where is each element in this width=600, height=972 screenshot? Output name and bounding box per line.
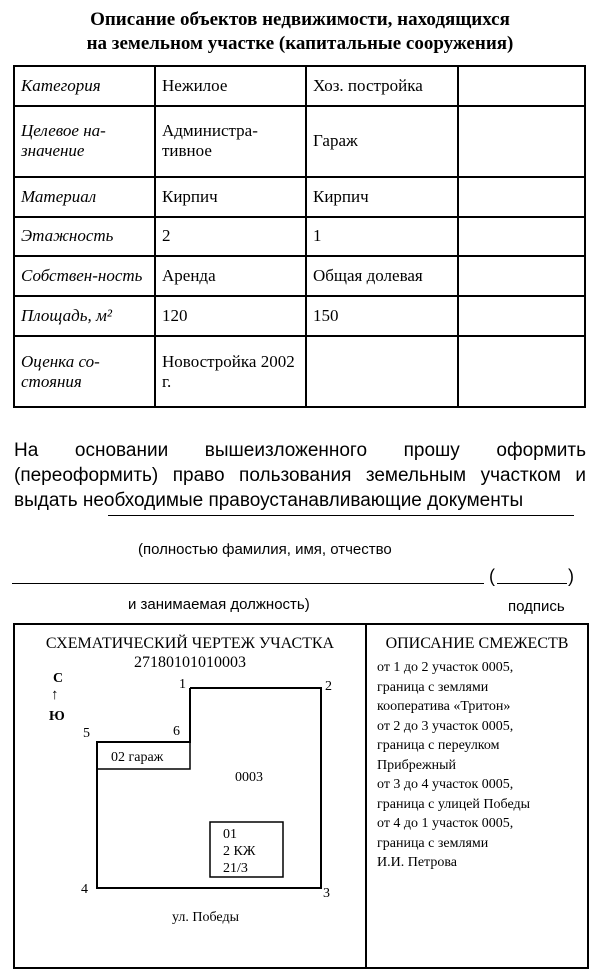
signature-line[interactable]	[497, 583, 567, 584]
table-cell	[306, 336, 458, 407]
north-arrow-icon: ↑	[51, 687, 59, 703]
table-cell: Кирпич	[306, 177, 458, 217]
heading-line-2: на земельном участке (капитальные сооружения)	[86, 33, 514, 54]
row-label: Материал	[14, 177, 155, 217]
table-cell	[458, 177, 585, 217]
table-cell	[458, 217, 585, 257]
adjacency-line: граница с землями	[377, 835, 489, 851]
schema-title: СХЕМАТИЧЕСКИЙ ЧЕРТЕЖ УЧАСТКА	[45, 635, 335, 652]
adjacency-line: Прибрежный	[377, 757, 457, 773]
table-row	[14, 217, 585, 257]
south-letter: Ю	[49, 709, 65, 724]
table-cell	[458, 296, 585, 336]
table-row	[14, 336, 585, 407]
parcel-number: 0003	[235, 770, 263, 785]
building-line-1: 01	[223, 827, 237, 842]
building-line-2: 2 КЖ	[223, 844, 256, 859]
request-paragraph: На основании вышеизложенного прошу оформить (переоформить) право пользования земельным участком и выдать необходимые правоустанавливающие документы	[14, 440, 586, 511]
table-cell: Новостройка 2002 г.	[155, 336, 306, 407]
table-cell: Гараж	[306, 106, 458, 177]
table-cell: Нежилое	[155, 66, 306, 106]
adjacency-line: от 1 до 2 участок 0005,	[377, 660, 514, 675]
point-3: 3	[323, 886, 330, 901]
heading-line-1: Описание объектов недвижимости, находящихся	[90, 9, 510, 30]
table-cell: Общая долевая	[306, 256, 458, 296]
adjacency-line: от 4 до 1 участок 0005,	[377, 816, 514, 831]
parcel-outline	[97, 688, 321, 888]
fio-hint: (полностью фамилия, имя, отчество	[138, 541, 392, 558]
adjacency-line: И.И. Петрова	[377, 855, 457, 870]
box-divider	[365, 625, 367, 967]
site-plan-box	[13, 623, 589, 969]
sign-close-paren: )	[568, 566, 574, 586]
table-cell: Аренда	[155, 256, 306, 296]
point-4: 4	[81, 882, 88, 897]
row-label: Оценка со-стояния	[14, 336, 155, 407]
table-row	[14, 66, 585, 106]
street-label: ул. Победы	[172, 910, 239, 925]
adjacency-line: от 2 до 3 участок 0005,	[377, 718, 514, 734]
fio-underline[interactable]	[108, 515, 574, 516]
post-hint: и занимаемая должность)	[128, 596, 310, 613]
table-cell: 2	[155, 217, 306, 257]
adjacency-title: ОПИСАНИЕ СМЕЖЕСТВ	[385, 635, 569, 652]
point-6: 6	[173, 724, 180, 739]
cadastral-number: 27180101010003	[134, 654, 246, 671]
adjacency-line: граница с переулком	[377, 738, 500, 753]
table-cell	[458, 106, 585, 177]
table-row	[14, 296, 585, 336]
sign-open-paren: (	[489, 566, 495, 586]
signature-label: подпись	[508, 598, 565, 615]
site-plan-drawing	[15, 625, 365, 967]
point-2: 2	[325, 679, 332, 694]
row-label: Целевое на-значение	[14, 106, 155, 177]
adjacency-line: граница с улицей Победы	[377, 796, 531, 812]
adjacency-list	[377, 658, 582, 873]
table-cell: Хоз. постройка	[306, 66, 458, 106]
table-cell: Кирпич	[155, 177, 306, 217]
table-cell	[458, 66, 585, 106]
table-row	[14, 106, 585, 177]
table-row	[14, 256, 585, 296]
garage-label: 02 гараж	[111, 750, 164, 765]
point-5: 5	[83, 726, 90, 741]
row-label: Площадь, м²	[14, 296, 155, 336]
properties-table	[13, 65, 586, 408]
row-label: Категория	[14, 66, 155, 106]
adjacency-line: от 3 до 4 участок 0005,	[377, 777, 514, 792]
point-1: 1	[179, 677, 186, 692]
adjacency-line: граница с землями	[377, 679, 489, 695]
table-cell	[458, 256, 585, 296]
row-label: Собствен-ность	[14, 256, 155, 296]
table-cell: 150	[306, 296, 458, 336]
table-cell: Администра-тивное	[155, 106, 306, 177]
table-row	[14, 177, 585, 217]
table-cell: 120	[155, 296, 306, 336]
north-letter: С	[53, 671, 64, 686]
building-line-3: 21/3	[223, 861, 248, 876]
table-cell: 1	[306, 217, 458, 257]
post-underline[interactable]	[12, 583, 484, 584]
row-label: Этажность	[14, 217, 155, 257]
adjacency-line: кооператива «Тритон»	[377, 699, 511, 714]
table-cell	[458, 336, 585, 407]
